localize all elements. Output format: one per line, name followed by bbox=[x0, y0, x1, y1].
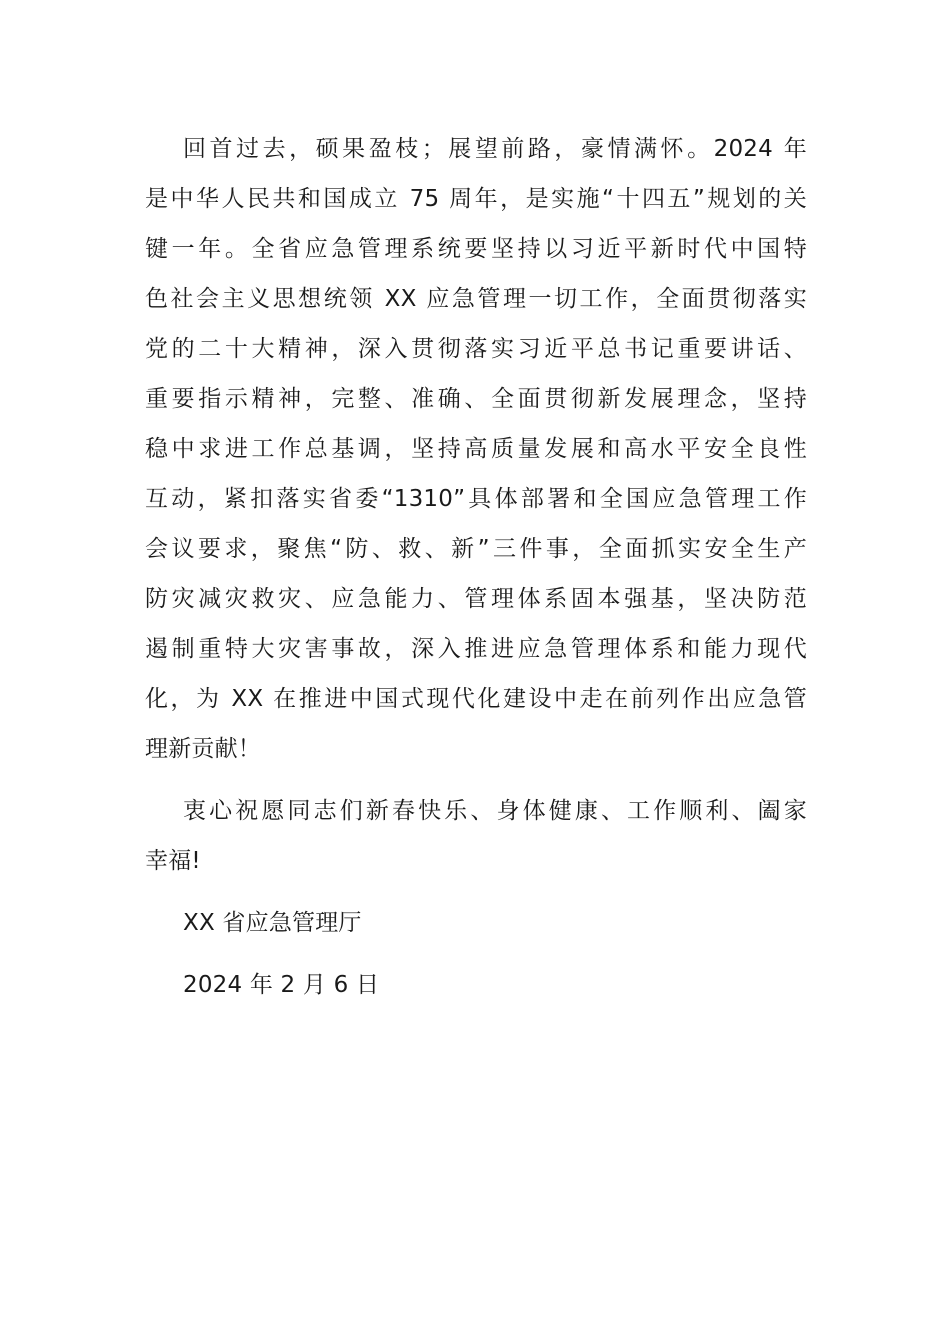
paragraph-line: 衷心祝愿同志们新春快乐、身体健康、工作顺利、阖家 bbox=[183, 798, 807, 824]
paragraph-line: 重要指示精神，完整、准确、全面贯彻新发展理念，坚持 bbox=[145, 386, 807, 412]
document-date: 2024 年 2 月 6 日 bbox=[183, 972, 380, 998]
paragraph-line: 是中华人民共和国成立 75 周年，是实施“十四五”规划的关 bbox=[145, 186, 807, 212]
paragraph-retrospect bbox=[145, 124, 807, 774]
document-body bbox=[145, 124, 807, 1010]
signature-organization: XX 省应急管理厅 bbox=[183, 910, 362, 936]
paragraph-line: 色社会主义思想统领 XX 应急管理一切工作，全面贯彻落实 bbox=[145, 286, 807, 312]
paragraph-line: 遏制重特大灾害事故，深入推进应急管理体系和能力现代 bbox=[145, 636, 807, 662]
paragraph-line: 防灾减灾救灾、应急能力、管理体系固本强基，坚决防范 bbox=[145, 586, 807, 612]
paragraph-line: 会议要求，聚焦“防、救、新”三件事，全面抓实安全生产 bbox=[145, 536, 807, 562]
paragraph-line: 党的二十大精神，深入贯彻落实习近平总书记重要讲话、 bbox=[145, 336, 807, 362]
paragraph-line: 互动，紧扣落实省委“1310”具体部署和全国应急管理工作 bbox=[145, 486, 807, 512]
paragraph-line: 幸福! bbox=[145, 848, 201, 874]
paragraph-line: 键一年。全省应急管理系统要坚持以习近平新时代中国特 bbox=[145, 236, 807, 262]
paragraph-line: 回首过去，硕果盈枝；展望前路，豪情满怀。2024 年 bbox=[183, 136, 807, 162]
paragraph-line: 稳中求进工作总基调，坚持高质量发展和高水平安全良性 bbox=[145, 436, 807, 462]
paragraph-greeting bbox=[145, 786, 807, 886]
paragraph-line: 化，为 XX 在推进中国式现代化建设中走在前列作出应急管 bbox=[145, 686, 807, 712]
signature-block bbox=[145, 898, 807, 948]
date-block bbox=[145, 960, 807, 1010]
paragraph-line: 理新贡献！ bbox=[145, 736, 261, 762]
